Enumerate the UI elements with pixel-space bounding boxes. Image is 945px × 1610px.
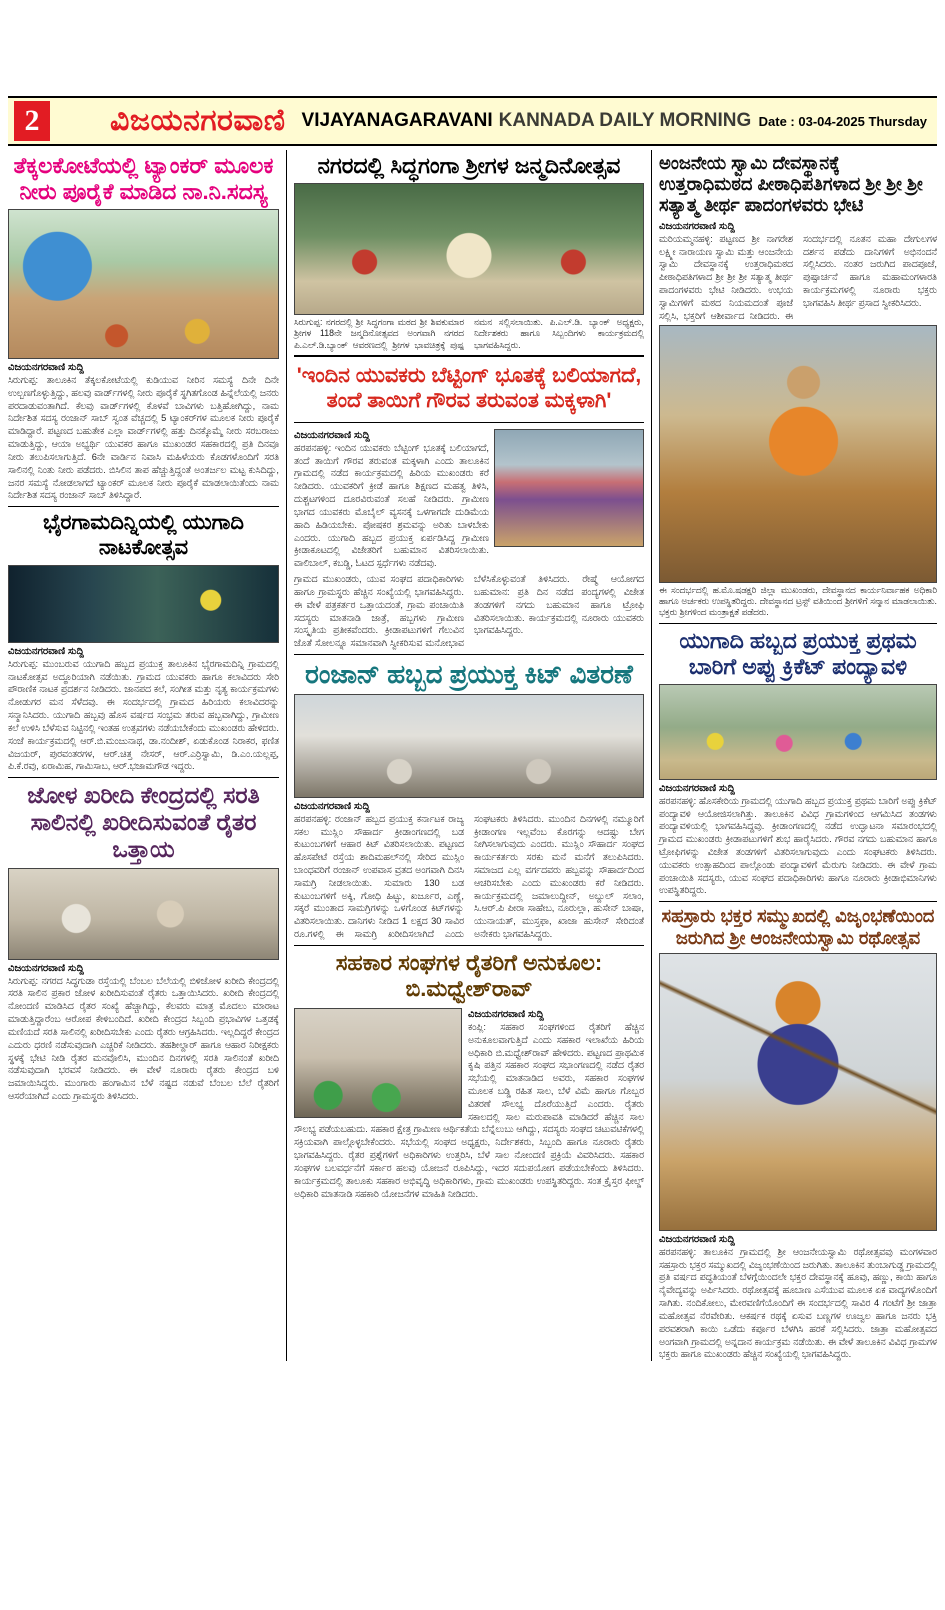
caption-swamiji: ಈ ಸಂದರ್ಭದಲ್ಲಿ ಹ.ಮೊ.ಷಡಕ್ಷರಿ ಜಿಲ್ಲಾ ಮುಖಂಡರು, ದೇವಸ್ಥಾನದ ಕಾರ್ಯನಿರ್ವಾಹಕ ಅಧಿಕಾರಿ ಹಾಗೂ ಅರ್ಚಕರು ಉಪಸ್ಥಿತರಿದ್ದರು. ದೇವಸ್ಥಾನದ ಟ್ರಸ್ಟ್ ವತಿಯಿಂದ ಶ್ರೀಗಳಿಗೆ ಸನ್ಮಾನ ಮಾಡಲಾಯಿತು. ಭಕ್ತರು ಶ್ರೀಗಳಿಂದ ಮಂತ್ರಾಕ್ಷತೆ ಪಡೆದರು.: [659, 584, 937, 618]
article-body-tanker: ಸಿರುಗುಪ್ಪ: ತಾಲೂಕಿನ ತೆಕ್ಕಲಕೋಟೆಯಲ್ಲಿ ಕುಡಿಯುವ ನೀರಿನ ಸಮಸ್ಯೆ ದಿನೇ ದಿನೇ ಉಲ್ಬಣಗೊಳ್ಳುತ್ತಿದ್ದು, ಹಲವು ವಾರ್ಡ್‌ಗಳಲ್ಲಿ ನೀರು ಪೂರೈಕೆ ಸ್ಥಗಿತಗೊಂಡ ಹಿನ್ನೆಲೆಯಲ್ಲಿ ಜನರು ಪರದಾಡುವಂತಾಗಿದೆ. ಕೆಲವು ವಾರ್ಡ್‌ಗಳಲ್ಲಿ ಕೊಳವೆ ಬಾವಿಗಳು ಬತ್ತಿಹೋಗಿದ್ದು, ನಾಮ ನಿರ್ದೇಶಿತ ಸದಸ್ಯ ರಂಜಾನ್ ಸಾಬ್ ಸ್ವಂತ ವೆಚ್ಚದಲ್ಲಿ 5 ಟ್ಯಾಂಕರ್‌ಗಳ ಮೂಲಕ ನೀರು ಪೂರೈಕೆ ಮಾಡಿದ್ದಾರೆ. ಪಟ್ಟಣದ ಬಹುತೇಕ ಎಲ್ಲಾ ವಾರ್ಡ್‌ಗಳಲ್ಲಿ ಹತ್ತು ದಿನಕ್ಕೊಮ್ಮೆ ನೀರು ಸರಬರಾಜು ಮಾಡುತ್ತಿದ್ದು, ಆಯಾ ಅಭ್ಯರ್ಥಿ ಯುವಕರ ಹಾಗೂ ಮುಖಂಡರ ಸಹಕಾರದಲ್ಲಿ ಪ್ರತಿ ದಿನವೂ ನೀರು ತಲುಪಿಸಲಾಗುತ್ತಿದೆ. 6ನೇ ವಾರ್ಡಿನ ನಿವಾಸಿ ಮಹಿಳೆಯರು ಕೊಡಗಳೊಂದಿಗೆ ಸರತಿ ಸಾಲಿನಲ್ಲಿ ನಿಂತು ನೀರು ಪಡೆದರು. ಬಿಸಿಲಿನ ತಾಪ ಹೆಚ್ಚುತ್ತಿದ್ದಂತೆ ಅಂತರ್ಜಲ ಮಟ್ಟ ಕುಸಿದಿದ್ದು, ಜನರ ಸಮಸ್ಯೆ ನೋಡಲಾಗದೆ ಟ್ಯಾಂಕರ್ ಮೂಲಕ ನೀರು ಪೂರೈಕೆ ಮಾಡಲಾಯಿತೆಂದು ನಾಮ ನಿರ್ದೇಶಿತ ಸದಸ್ಯ ರಂಜಾನ್ ಸಾಬ್ ತಿಳಿಸಿದ್ದಾರೆ.: [8, 374, 279, 501]
photo-water-tanker: [8, 209, 279, 359]
photo-swamiji-visit: [659, 325, 937, 583]
byline: ವಿಜಯನಗರವಾಣಿ ಸುದ್ದಿ: [659, 782, 735, 794]
photo-birthday-celebration: [294, 183, 644, 315]
article-body-ramzan: ಹರಪನಹಳ್ಳಿ: ರಂಜಾನ್ ಹಬ್ಬದ ಪ್ರಯುಕ್ತ ಕರ್ನಾಟಕ ರಾಜ್ಯ ಸಕಲ ಮುಸ್ಲಿಂ ಸೌಹಾರ್ದ ಕ್ರೀಡಾಂಗಣದಲ್ಲಿ ಬಡ ಕುಟುಂಬಗಳಿಗೆ ಆಹಾರ ಕಿಟ್ ವಿತರಿಸಲಾಯಿತು. ಪಟ್ಟಣದ ಹೊಸಪೇಟೆ ರಸ್ತೆಯ ಶಾದಿಮಹಲ್‌ನಲ್ಲಿ ಸೇರಿದ ಮುಸ್ಲಿಂ ಬಾಂಧವರಿಗೆ ರಂಜಾನ್ ಉಪವಾಸ ವ್ರತದ ಅಂಗವಾಗಿ ದಿನಸಿ ಸಾಮಗ್ರಿ ನೀಡಲಾಯಿತು. ಸುಮಾರು 130 ಬಡ ಕುಟುಂಬಗಳಿಗೆ ಅಕ್ಕಿ, ಗೋಧಿ ಹಿಟ್ಟು, ಖರ್ಜೂರ, ಎಣ್ಣೆ, ಸಕ್ಕರೆ ಮುಂತಾದ ಸಾಮಗ್ರಿಗಳನ್ನು ಒಳಗೊಂಡ ಕಿಟ್‌ಗಳನ್ನು ವಿತರಿಸಲಾಯಿತು. ದಾನಿಗಳು ನೀಡಿದ 1 ಲಕ್ಷದ 30 ಸಾವಿರ ರೂ.ಗಳಲ್ಲಿ ಈ ಸಾಮಗ್ರಿ ಖರೀದಿಸಲಾಗಿದೆ ಎಂದು ಸಂಘಟಕರು ತಿಳಿಸಿದರು. ಮುಂದಿನ ದಿನಗಳಲ್ಲಿ ನಮ್ಮೂರಿಗೆ ಕ್ರೀಡಾಂಗಣ ಇಲ್ಲವೆಂಬ ಕೊರಗನ್ನು ಆದಷ್ಟು ಬೇಗ ನೀಗಿಸಲಾಗುವುದು ಎಂದರು. ಮುಸ್ಲಿಂ ಸೌಹಾರ್ದ ಸಂಘದ ಕಾರ್ಯಕರ್ತರು ಸರಕು ಮನೆ ಮನೆಗೆ ತಲುಪಿಸಿದರು. ಸಮಾಜದ ಎಲ್ಲ ವರ್ಗದವರು ಹಬ್ಬವನ್ನು ಸೌಹಾರ್ದದಿಂದ ಆಚರಿಸಬೇಕು ಎಂದು ಮುಖಂಡರು ಕರೆ ನೀಡಿದರು. ಕಾರ್ಯಕ್ರಮದಲ್ಲಿ ಜಮಾಲುದ್ದೀನ್, ಅಬ್ದುಲ್ ಸಲಾಂ, ಸಿ.ಆರ್.ಪಿ ಪೀರಾ ಸಾಹೇಬ, ನೂರುಲ್ಲಾ, ಹುಸೇನ್ ಬಾಷಾ, ಯುನಾಯತ್, ಮುಸ್ತಫಾ, ಖಾಜಾ ಹುಸೇನ್ ಸೇರಿದಂತೆ ಅನೇಕರು ಭಾಗವಹಿಸಿದ್ದರು.: [294, 813, 644, 940]
divider: [8, 506, 279, 507]
article-body-chariot: ಹರಪನಹಳ್ಳಿ: ತಾಲೂಕಿನ ಗ್ರಾಮದಲ್ಲಿ ಶ್ರೀ ಆಂಜನೇಯಸ್ವಾಮಿ ರಥೋತ್ಸವವು ಮಂಗಳವಾರ ಸಹಸ್ರಾರು ಭಕ್ತರ ಸಮ್ಮುಖದಲ್ಲಿ ವಿಜೃಂಭಣೆಯಿಂದ ಜರುಗಿತು. ತಾಲೂಕಿನ ತುಂಬಾಗುಡ್ಡ ಗ್ರಾಮದಲ್ಲಿ ಪ್ರತಿ ವರ್ಷದ ಪದ್ಧತಿಯಂತೆ ಬೆಳಗ್ಗೆಯಿಂದಲೇ ಭಕ್ತರ ದೇವಸ್ಥಾನಕ್ಕೆ ಹೂವು, ಹಣ್ಣು, ಕಾಯಿ ಹಾಗೂ ನೈವೇದ್ಯವನ್ನು ಅರ್ಪಿಸಿದರು. ರಥೋತ್ಸವಕ್ಕೆ ಹೂಬಾಣ ಎಸೆಯುವ ಮೂಲಕ ಏಕ ವಾದ್ಯಗಳೊಂದಿಗೆ ಸಾಗಿತು. ನಂದಿಕೋಲು, ಮೇರವಣಿಗೆಯೊಂದಿಗೆ ಈ ಸಂದರ್ಭದಲ್ಲಿ ಸಾವಿರ 4 ಗಂಟೆಗೆ ಶ್ರೀ ಜಾತ್ರಾ ಮಹೋತ್ಸವ ನೆರವೇರಿತು. ಆಕರ್ಷಕ ರಥಕ್ಕೆ ಏಸುವ ಬಣ್ಣಗಳ ಊಜ್ವಲ ಹಾಗೂ ಜನರು ಭಕ್ತಿ ಪರವಶರಾಗಿ ಕಾಯಿ ಒಡೆದು ಕರ್ಪೂರ ಬೆಳಗಿಸಿ ಹರಕೆ ಸಲ್ಲಿಸಿದರು. ಜಾತ್ರಾ ಮಹೋತ್ಸವದ ಅಂಗವಾಗಿ ಗ್ರಾಮದಲ್ಲಿ ಅನ್ನದಾನ ಕಾರ್ಯಕ್ರಮ ನಡೆಯಿತು. ಈ ವೇಳೆ ತಾಲೂಕಿನ ವಿವಿಧ ಗ್ರಾಮಗಳ ಭಕ್ತರು ಹಾಗೂ ಮುಖಂಡರು ಹೆಚ್ಚಿನ ಸಂಖ್ಯೆಯಲ್ಲಿ ಭಾಗವಹಿಸಿದ್ದರು.: [659, 1246, 937, 1360]
masthead-subtitle: KANNADA DAILY MORNING: [498, 110, 752, 131]
masthead-date: Date : 03-04-2025 Thursday: [758, 113, 927, 129]
page-number: 2: [14, 101, 50, 141]
photo-cooperative-meeting: [294, 1008, 462, 1118]
column-center: [286, 150, 652, 1361]
byline: ವಿಜಯನಗರವಾಣಿ ಸುದ್ದಿ: [294, 800, 370, 812]
photo-stage-event: [8, 565, 279, 643]
headline-chariot: ಸಹಸ್ರಾರು ಭಕ್ತರ ಸಮ್ಮುಖದಲ್ಲಿ ವಿಜೃಂಭಣೆಯಿಂದ ಜರುಗಿದ ಶ್ರೀ ಆಂಜನೇಯಸ್ವಾಮಿ ರಥೋತ್ಸವ: [661, 906, 935, 948]
divider: [294, 945, 644, 946]
byline: ವಿಜಯನಗರವಾಣಿ ಸುದ್ದಿ: [8, 962, 84, 974]
photo-cricket-teams: [659, 684, 937, 780]
masthead: [8, 96, 937, 146]
headline-natakotsava: ಭೈರಗಾಮದಿನ್ನಿಯಲ್ಲಿ ಯುಗಾದಿ ನಾಟಕೋತ್ಸವ: [42, 511, 244, 559]
byline: ವಿಜಯನಗರವಾಣಿ ಸುದ್ದಿ: [8, 361, 84, 373]
photo-farmers-crowd: [8, 868, 279, 960]
byline: ವಿಜಯನಗರವಾಣಿ ಸುದ್ದಿ: [8, 645, 84, 657]
divider: [294, 654, 644, 655]
article-body-betting: ಹರಪನಹಳ್ಳಿ: ಇಂದಿನ ಯುವಕರು ಬೆಟ್ಟಿಂಗ್ ಭೂತಕ್ಕೆ ಬಲಿಯಾಗದೆ, ತಂದೆ ತಾಯಿಗೆ ಗೌರವ ತರುವಂತ ಮಕ್ಕಳಾಗಿ ಎಂದು ತಾಲೂಕಿನ ಗ್ರಾಮದಲ್ಲಿ ನಡೆದ ಕಾರ್ಯಕ್ರಮದಲ್ಲಿ ಹಿರಿಯ ಮುಖಂಡರು ಕರೆ ನೀಡಿದರು. ಯುವಕರಿಗೆ ಕ್ರೀಡೆ ಹಾಗೂ ಶಿಕ್ಷಣದ ಮಹತ್ವ ತಿಳಿಸಿ, ದುಶ್ಚಟಗಳಿಂದ ದೂರವಿರುವಂತೆ ಸಲಹೆ ನೀಡಿದರು. ಗ್ರಾಮೀಣ ಭಾಗದ ಯುವಕರು ಮೊಬೈಲ್ ವ್ಯಸನಕ್ಕೆ ಒಳಗಾಗದೇ ದುಡಿಮೆಯ ಹಾದಿ ಹಿಡಿಯಬೇಕು. ಪೋಷಕರ ಶ್ರಮವನ್ನು ಅರಿತು ಬಾಳಬೇಕು ಎಂದರು. ಯುಗಾದಿ ಹಬ್ಬದ ಪ್ರಯುಕ್ತ ಏರ್ಪಡಿಸಿದ್ದ ಗ್ರಾಮೀಣ ಕ್ರೀಡಾಕೂಟದಲ್ಲಿ ವಿಜೇತರಿಗೆ ಬಹುಮಾನ ವಿತರಿಸಲಾಯಿತು. ವಾಲಿಬಾಲ್, ಕಬಡ್ಡಿ, ಓಟದ ಸ್ಪರ್ಧೆಗಳು ನಡೆದವು.: [294, 442, 489, 569]
headline-cricket: ಯುಗಾದಿ ಹಬ್ಬದ ಪ್ರಯುಕ್ತ ಪ್ರಥಮ ಬಾರಿಗೆ ಅಪ್ಪು ಕ್ರಿಕೆಟ್ ಪಂದ್ಯಾವಳಿ: [679, 627, 917, 679]
caption-birthday: ಸಿರುಗುಪ್ಪ: ನಗರದಲ್ಲಿ ಶ್ರೀ ಸಿದ್ಧಗಂಗಾ ಮಠದ ಶ್ರೀ ಶಿವಕುಮಾರ ಶ್ರೀಗಳ 118ನೇ ಜನ್ಮದಿನೋತ್ಸವದ ಅಂಗವಾಗಿ ನಗರದ ಪಿ.ಎಲ್.ಡಿ.ಬ್ಯಾಂಕ್ ಆವರಣದಲ್ಲಿ ಶ್ರೀಗಳ ಭಾವಚಿತ್ರಕ್ಕೆ ಪುಷ್ಪ ನಮನ ಸಲ್ಲಿಸಲಾಯಿತು. ಪಿ.ಎಲ್.ಡಿ. ಬ್ಯಾಂಕ್ ಅಧ್ಯಕ್ಷರು, ನಿರ್ದೇಶಕರು ಹಾಗೂ ಸಿಬ್ಬಂದಿಗಳು ಕಾರ್ಯಕ್ರಮದಲ್ಲಿ ಭಾಗವಹಿಸಿದ್ದರು.: [294, 316, 644, 350]
column-right: [652, 150, 937, 1361]
headline-tanker: ತೆಕ್ಕಲಕೋಟೆಯಲ್ಲಿ ಟ್ಯಾಂಕರ್ ಮೂಲಕ ನೀರು ಪೂರೈಕೆ ಮಾಡಿದ ನಾ.ನಿ.ಸದಸ್ಯ: [13, 153, 274, 204]
headline-swamiji: ಅಂಜನೇಯ ಸ್ವಾಮಿ ದೇವಸ್ಥಾನಕ್ಕೆ ಉತ್ತರಾಧಿಮಠದ ಪೀಠಾಧಿಪತಿಗಳಾದ ಶ್ರೀ ಶ್ರೀ ಶ್ರೀ ಸತ್ಯಾತ್ಮ ತೀರ್ಥ ಪಾದಂಗಳವರು ಭೇಟಿ: [659, 153, 923, 216]
article-body-swamiji: ಮರಿಯಮ್ಮನಹಳ್ಳಿ: ಪಟ್ಟಣದ ಶ್ರೀ ನಾಗರೇಶ ಲಕ್ಷ್ಮೀ ನಾರಾಯಣ ಸ್ವಾಮಿ ಮತ್ತು ಆಂಜನೇಯ ಸ್ವಾಮಿ ದೇವಸ್ಥಾನಕ್ಕೆ ಉತ್ತರಾಧಿಮಠದ ಪೀಠಾಧಿಪತಿಗಳಾದ ಶ್ರೀ ಶ್ರೀ ಶ್ರೀ ಸತ್ಯಾತ್ಮ ತೀರ್ಥ ಪಾದಂಗಳವರು ಭೇಟಿ ನೀಡಿದರು. ಉಭಯ ಸ್ವಾಮಿಗಳಿಗೆ ಮಠದ ನಿಯಮದಂತೆ ಪೂಜೆ ಸಲ್ಲಿಸಿ, ಭಕ್ತರಿಗೆ ಆಶೀರ್ವಾದ ನೀಡಿದರು. ಈ ಸಂದರ್ಭದಲ್ಲಿ ನೂತನ ಮಹಾ ದೇಗುಲಗಳ ದರ್ಶನ ಪಡೆದು ದಾನಿಗಳಿಗೆ ಅಭಿನಂದನೆ ಸಲ್ಲಿಸಿದರು. ನಂತರ ಜರುಗಿದ ಪಾದಪೂಜೆ, ಪುಷ್ಪಾರ್ಚನೆ ಹಾಗೂ ಮಹಾಮಂಗಳಾರತಿ ಕಾರ್ಯಕ್ರಮಗಳಲ್ಲಿ ನೂರಾರು ಭಕ್ತರು ಭಾಗವಹಿಸಿ ತೀರ್ಥ ಪ್ರಸಾದ ಸ್ವೀಕರಿಸಿದರು.: [659, 233, 937, 321]
headline-jola: ಜೋಳ ಖರೀದಿ ಕೇಂದ್ರದಲ್ಲಿ ಸರತಿ ಸಾಲಿನಲ್ಲಿ ಖರೀದಿಸುವಂತೆ ರೈತರ ಒತ್ತಾಯ: [27, 782, 260, 863]
headline-ramzan: ರಂಜಾನ್ ಹಬ್ಬದ ಪ್ರಯುಕ್ತ ಕಿಟ್ ವಿತರಣೆ: [305, 659, 633, 689]
quote-headline-box: [294, 355, 644, 423]
headline-sahakara: ಸಹಕಾರ ಸಂಘಗಳ ರೈತರಿಗೆ ಅನುಕೂಲ: ಬಿ.ಮಧ್ವೇಶ್‌ರಾವ್: [335, 949, 603, 1001]
byline: ವಿಜಯನಗರವಾಣಿ ಸುದ್ದಿ: [468, 1008, 544, 1020]
divider: [8, 777, 279, 778]
article-body-natakotsava: ಸಿರುಗುಪ್ಪ: ಮುಂಬರುವ ಯುಗಾದಿ ಹಬ್ಬದ ಪ್ರಯುಕ್ತ ತಾಲೂಕಿನ ಭೈರಗಾಮದಿನ್ನಿ ಗ್ರಾಮದಲ್ಲಿ ನಾಟಕೋತ್ಸವ ಅದ್ಧೂರಿಯಾಗಿ ನಡೆಯಿತು. ಗ್ರಾಮದ ಯುವಕರು ಹಾಗೂ ಕಲಾವಿದರು ಸೇರಿ ಪೌರಾಣಿಕ ನಾಟಕ ಪ್ರದರ್ಶನ ನೀಡಿದರು. ಜಾನಪದ ಕಲೆ, ಸಂಗೀತ ಮತ್ತು ನೃತ್ಯ ಕಾರ್ಯಕ್ರಮಗಳು ನೋಡುಗರ ಮನ ಸೆಳೆದವು. ಈ ಸಂದರ್ಭದಲ್ಲಿ ಗ್ರಾಮದ ಹಿರಿಯರು ಕಲಾವಿದರನ್ನು ಸನ್ಮಾನಿಸಿದರು. ಯುಗಾದಿ ಹಬ್ಬವು ಹೊಸ ವರ್ಷದ ಸಂಭ್ರಮ ತರುವ ಹಬ್ಬವಾಗಿದ್ದು, ಗ್ರಾಮೀಣ ಕಲೆ ಉಳಿಸಿ ಬೆಳೆಸುವ ನಿಟ್ಟಿನಲ್ಲಿ ಇಂತಹ ಉತ್ಸವಗಳು ನಡೆಯಬೇಕೆಂದು ಮುಖಂಡರು ಹೇಳಿದರು. ಸಂಜೆ ಕಾರ್ಯಕ್ರಮದಲ್ಲಿ ಆರ್.ಬಿ.ಮಂಜುನಾಥ, ಡಾ.ನಂದೀಶ್, ಏಡುಕೊಂಡ ನಿರಾಕರ, ಫಣಿತ ವಿಜಯರ್, ಪುರವಂತರಗಳ, ಆರ್.ಚಿತ್ತ ನೇಸರ್, ಆರ್.ಎರ್ರಿಸ್ವಾಮಿ, ಡಿ.ಎಂ.ಯಲ್ಲಪ್ಪ, ಪಿ.ಕೆ.ರವು, ಏರಾಮಿಹ, ಗಾಮಿಸಾಬ, ಆರ್.ಭಜಾಮಗೌಡ ಇದ್ದರು.: [8, 658, 279, 772]
masthead-title-english: VIJAYANAGARAVANI: [301, 110, 493, 131]
headline-birthday: ನಗರದಲ್ಲಿ ಸಿದ್ಧಗಂಗಾ ಶ್ರೀಗಳ ಜನ್ಮದಿನೋತ್ಸವ: [317, 153, 621, 178]
byline: ವಿಜಯನಗರವಾಣಿ ಸುದ್ದಿ: [659, 1233, 735, 1245]
article-body-sahakara: ಕಂಪ್ಲಿ: ಸಹಕಾರ ಸಂಘಗಳಿಂದ ರೈತರಿಗೆ ಹೆಚ್ಚಿನ ಅನುಕೂಲವಾಗುತ್ತಿದೆ ಎಂದು ಸಹಕಾರ ಇಲಾಖೆಯ ಹಿರಿಯ ಅಧಿಕಾರಿ ಬಿ.ಮಧ್ವೇಶ್‌ರಾವ್ ಹೇಳಿದರು. ಪಟ್ಟಣದ ಪ್ರಾಥಮಿಕ ಕೃಷಿ ಪತ್ತಿನ ಸಹಕಾರ ಸಂಘದ ಸಭಾಂಗಣದಲ್ಲಿ ನಡೆದ ರೈತರ ಸಭೆಯಲ್ಲಿ ಮಾತನಾಡಿದ ಅವರು, ಸಹಕಾರ ಸಂಘಗಳ ಮೂಲಕ ಬಡ್ಡಿ ರಹಿತ ಸಾಲ, ಬೆಳೆ ವಿಮೆ ಹಾಗೂ ಗೊಬ್ಬರ ವಿತರಣೆ ಸೌಲಭ್ಯ ದೊರೆಯುತ್ತಿದೆ ಎಂದರು. ರೈತರು ಸಕಾಲದಲ್ಲಿ ಸಾಲ ಮರುಪಾವತಿ ಮಾಡಿದರೆ ಹೆಚ್ಚಿನ ಸಾಲ ಸೌಲಭ್ಯ ಪಡೆಯಬಹುದು. ಸಹಕಾರ ಕ್ಷೇತ್ರ ಗ್ರಾಮೀಣ ಆರ್ಥಿಕತೆಯ ಬೆನ್ನೆಲುಬು ಆಗಿದ್ದು, ಸದಸ್ಯರು ಸಂಘದ ಚಟುವಟಿಕೆಗಳಲ್ಲಿ ಸಕ್ರಿಯವಾಗಿ ಪಾಲ್ಗೊಳ್ಳಬೇಕೆಂದರು. ಸಭೆಯಲ್ಲಿ ಸಂಘದ ಅಧ್ಯಕ್ಷರು, ನಿರ್ದೇಶಕರು, ಸಿಬ್ಬಂದಿ ಹಾಗೂ ನೂರಾರು ರೈತರು ಭಾಗವಹಿಸಿದ್ದರು. ರೈತರ ಪ್ರಶ್ನೆಗಳಿಗೆ ಅಧಿಕಾರಿಗಳು ಉತ್ತರಿಸಿ, ಬೆಳೆ ಸಾಲ ನೋಂದಣಿ ಪ್ರಕ್ರಿಯೆ ವಿವರಿಸಿದರು. ಸಹಕಾರ ಸಂಘಗಳ ಬಲವರ್ಧನೆಗೆ ಸರ್ಕಾರ ಹಲವು ಯೋಜನೆ ರೂಪಿಸಿದ್ದು, ಇದರ ಸದುಪಯೋಗ ಪಡೆಯಬೇಕೆಂದು ತಿಳಿಸಿದರು. ಕಾರ್ಯಕ್ರಮದಲ್ಲಿ ತಾಲೂಕು ಸಹಕಾರ ಅಭಿವೃದ್ಧಿ ಅಧಿಕಾರಿಗಳು, ಗ್ರಾಮ ಮುಖಂಡರು ಉಪಸ್ಥಿತರಿದ್ದರು. ಸಂತ ಕ್ರೈಸ್ತರ ಫೀಲ್ಡ್ ಅಧಿಕಾರಿ ಮಾತನಾಡಿ ಸಹಕಾರಿ ಯೋಜನೆಗಳ ಮಾಹಿತಿ ನೀಡಿದರು.: [294, 1021, 644, 1199]
photo-kit-distribution: [294, 694, 644, 798]
photo-youth-gathering: [494, 429, 644, 547]
article-body-betting-2: ಗ್ರಾಮದ ಮುಖಂಡರು, ಯುವ ಸಂಘದ ಪದಾಧಿಕಾರಿಗಳು ಹಾಗೂ ಗ್ರಾಮಸ್ಥರು ಹೆಚ್ಚಿನ ಸಂಖ್ಯೆಯಲ್ಲಿ ಭಾಗವಹಿಸಿದ್ದರು. ಈ ವೇಳೆ ಪತ್ರಕರ್ತರ ಒತ್ತಾಯದಂತೆ, ಗ್ರಾಮ ಪಂಚಾಯಿತಿ ಸದಸ್ಯರು ಮಾತನಾಡಿ ಜಾತ್ರೆ, ಹಬ್ಬಗಳು ಗ್ರಾಮೀಣ ಸಂಸ್ಕೃತಿಯ ಪ್ರತೀಕವೆಂದರು. ಕ್ರೀಡಾಪಟುಗಳಿಗೆ ಗೆಲುವಿನ ಜೊತೆ ಸೋಲನ್ನೂ ಸಮಾನವಾಗಿ ಸ್ವೀಕರಿಸುವ ಮನೋಭಾವ ಬೆಳೆಸಿಕೊಳ್ಳುವಂತೆ ತಿಳಿಸಿದರು. ರೇಷ್ಮೆ ಆಯೋಗದ ಬಹುಮಾನ: ಪ್ರತಿ ದಿನ ನಡೆದ ಪಂದ್ಯಗಳಲ್ಲಿ ವಿಜೇತ ತಂಡಗಳಿಗೆ ನಗದು ಬಹುಮಾನ ಹಾಗೂ ಟ್ರೋಫಿ ವಿತರಿಸಲಾಯಿತು. ಕಾರ್ಯಕ್ರಮದಲ್ಲಿ ನೂರಾರು ಯುವಕರು ಭಾಗವಹಿಸಿದ್ದರು.: [294, 574, 644, 649]
article-body-jola: ಸಿರುಗುಪ್ಪ: ನಗರದ ಸಿದ್ಧಗುಡಾ ರಸ್ತೆಯಲ್ಲಿ ಬೆಂಬಲ ಬೆಲೆಯಲ್ಲಿ ಬಿಳಿಜೋಳ ಖರೀದಿ ಕೇಂದ್ರದಲ್ಲಿ ಸರತಿ ಸಾಲಿನ ಪ್ರಕಾರ ಜೋಳ ಖರೀದಿಸುವಂತೆ ರೈತರು ಒತ್ತಾಯಿಸಿದರು. ಖರೀದಿ ಕೇಂದ್ರದಲ್ಲಿ ನೋಂದಣಿ ಮಾಡಿಸಿದ ರೈತರ ಸಂಖ್ಯೆ ಹೆಚ್ಚಾಗಿದ್ದು, ಕೆಲವರು ಮಾತ್ರ ಮೊದಲು ಮಾರಾಟ ಮಾಡುತ್ತಿದ್ದಾರೆಂಬ ಆರೋಪ ಕೇಳಿಬಂದಿದೆ. ಖರೀದಿ ಕೇಂದ್ರದ ಸಿಬ್ಬಂದಿ ಪ್ರಭಾವಿಗಳ ಒತ್ತಡಕ್ಕೆ ಮಣಿಯದೆ ಸರತಿ ಸಾಲಿನಲ್ಲಿ ಖರೀದಿಸಬೇಕು ಎಂದು ರೈತರು ಆಗ್ರಹಿಸಿದರು. ಇಲ್ಲದಿದ್ದರೆ ಕೇಂದ್ರದ ಎದುರು ಧರಣಿ ನಡೆಸುವುದಾಗಿ ಎಚ್ಚರಿಕೆ ನೀಡಿದರು. ತಹಶೀಲ್ದಾರ್ ಹಾಗೂ ಆಹಾರ ನಿರೀಕ್ಷಕರು ಸ್ಥಳಕ್ಕೆ ಭೇಟಿ ನೀಡಿ ರೈತರ ಮನವೊಲಿಸಿ, ಮುಂದಿನ ದಿನಗಳಲ್ಲಿ ಸರತಿ ಸಾಲಿನಂತೆ ಖರೀದಿ ನಡೆಸುವುದಾಗಿ ಭರವಸೆ ನೀಡಿದರು. ಈ ವೇಳೆ ನೂರಾರು ರೈತರು ಕೇಂದ್ರದ ಬಳಿ ಜಮಾಯಿಸಿದ್ದರು. ಮುಂಗಾರು ಹಂಗಾಮಿನ ಬೆಳೆ ನಷ್ಟದ ನಡುವೆ ಬೆಂಬಲ ಬೆಲೆ ರೈತರಿಗೆ ಆಸರೆಯಾಗಿದೆ ಎಂದು ಗ್ರಾಮಸ್ಥರು ತಿಳಿಸಿದರು.: [8, 975, 279, 1101]
byline: ವಿಜಯನಗರವಾಣಿ ಸುದ್ದಿ: [659, 220, 735, 232]
headline-betting-quote: 'ಇಂದಿನ ಯುವಕರು ಬೆಟ್ಟಿಂಗ್ ಭೂತಕ್ಕೆ ಬಲಿಯಾಗದೆ, ತಂದೆ ತಾಯಿಗೆ ಗೌರವ ತರುವಂತ ಮಕ್ಕಳಾಗಿ': [296, 364, 642, 412]
photo-temple-chariot: [659, 953, 937, 1231]
content-area: [8, 150, 937, 1361]
divider: [659, 623, 937, 624]
byline: ವಿಜಯನಗರವಾಣಿ ಸುದ್ದಿ: [294, 429, 370, 441]
article-body-cricket: ಹರಪನಹಳ್ಳಿ: ಹೊಸಕೇರಿಯ ಗ್ರಾಮದಲ್ಲಿ ಯುಗಾದಿ ಹಬ್ಬದ ಪ್ರಯುಕ್ತ ಪ್ರಥಮ ಬಾರಿಗೆ ಅಪ್ಪು ಕ್ರಿಕೆಟ್ ಪಂದ್ಯಾವಳಿ ಆಯೋಜಿಸಲಾಗಿತ್ತು. ತಾಲೂಕಿನ ವಿವಿಧ ಗ್ರಾಮಗಳಿಂದ ಆಗಮಿಸಿದ ತಂಡಗಳು ಪಂದ್ಯಾವಳಿಯಲ್ಲಿ ಭಾಗವಹಿಸಿದ್ದವು. ಕ್ರೀಡಾಂಗಣದಲ್ಲಿ ನಡೆದ ಉದ್ಘಾಟನಾ ಸಮಾರಂಭದಲ್ಲಿ ಗ್ರಾಮದ ಮುಖಂಡರು ಕ್ರೀಡಾಪಟುಗಳಿಗೆ ಶುಭ ಹಾರೈಸಿದರು. ಗೌರವ ನಗದು ಬಹುಮಾನ ಹಾಗೂ ಟ್ರೋಫಿಗಳನ್ನು ವಿಜೇತ ತಂಡಗಳಿಗೆ ವಿತರಿಸಲಾಗುವುದು ಎಂದು ಸಂಘಟಕರು ತಿಳಿಸಿದರು. ಯುವಕರು ಉತ್ಸಾಹದಿಂದ ಪಾಲ್ಗೊಂಡು ಪಂದ್ಯಾವಳಿಗೆ ಮೆರುಗು ನೀಡಿದರು. ಈ ವೇಳೆ ಗ್ರಾಮ ಪಂಚಾಯಿತಿ ಸದಸ್ಯರು, ಯುವ ಸಂಘದ ಪದಾಧಿಕಾರಿಗಳು ಹಾಗೂ ನೂರಾರು ಕ್ರೀಡಾಭಿಮಾನಿಗಳು ಉಪಸ್ಥಿತರಿದ್ದರು.: [659, 795, 937, 896]
column-left: [8, 150, 286, 1361]
masthead-title-kannada: ವಿಜಯನಗರವಾಣಿ: [110, 104, 286, 137]
divider: [659, 901, 937, 902]
